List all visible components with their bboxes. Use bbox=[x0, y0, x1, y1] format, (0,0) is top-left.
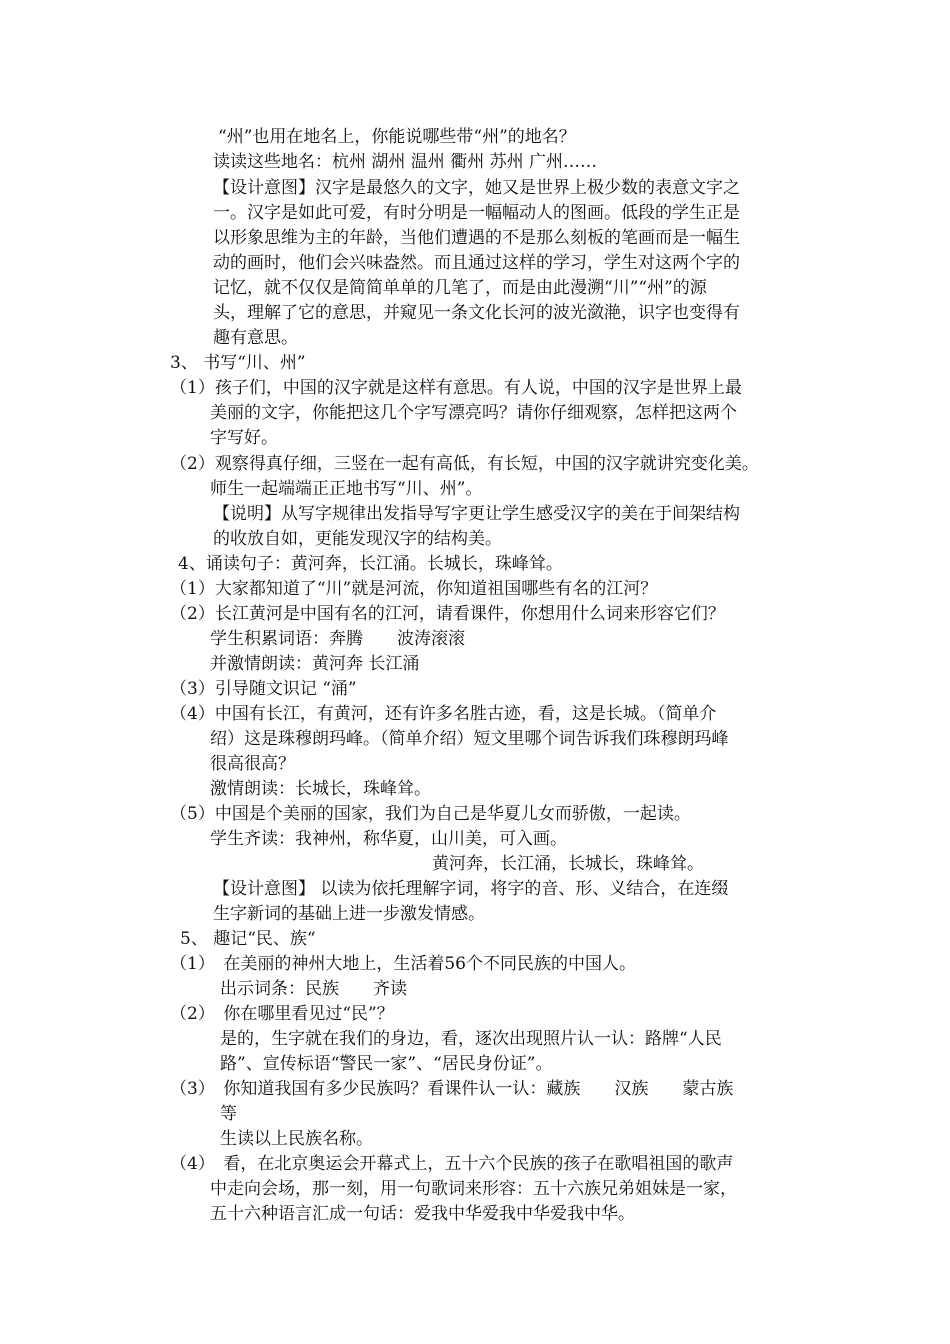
note-line-1: 【说明】从写字规律出发指导写字更让学生感受汉字的美在于间架结构 bbox=[213, 504, 740, 524]
text-line-2: 读读这些地名：杭州 湖州 温州 衢州 苏州 广州…… bbox=[213, 152, 598, 172]
text-line-item-5-2: （2） 你在哪里看见过“民”？ bbox=[170, 1004, 394, 1024]
design-intent-line-4: 动的画时，他们会兴味盎然。而且通过这样的学习，学生对这两个字的 bbox=[213, 253, 740, 273]
text-line-reading: 并激情朗读：黄河奔 长江涌 bbox=[210, 654, 420, 674]
text-line-item-5-3: （3） 你知道我国有多少民族吗？看课件认一认：藏族 汉族 蒙古族 bbox=[170, 1079, 734, 1099]
text-line-recite-1: 学生齐读：我神州，称华夏，山川美，可入画。 bbox=[210, 829, 567, 849]
text-line-item-5-4a: （4） 看，在北京奥运会开幕式上，五十六个民族的孩子在歌唱祖国的歌声 bbox=[170, 1154, 734, 1174]
design-intent-line-7: 趣有意思。 bbox=[213, 328, 298, 348]
design-intent-line-5: 记忆，就不仅仅是简简单单的几笔了，而是由此漫溯“川”“州”的源 bbox=[213, 278, 707, 298]
text-line-item-5-1: （1） 在美丽的神州大地上，生活着56个不同民族的中国人。 bbox=[170, 954, 636, 974]
text-line-vocab: 学生积累词语：奔腾 波涛滚滚 bbox=[210, 629, 465, 649]
text-line-word-card: 出示词条：民族 齐读 bbox=[220, 979, 407, 999]
design-intent-2-line-2: 生字新词的基础上进一步激发情感。 bbox=[213, 904, 485, 924]
text-line-recite-2: 黄河奔，长江涌，长城长，珠峰耸。 bbox=[432, 854, 704, 874]
text-line-item-5-2b: 是的，生字就在我们的身边，看，逐次出现照片认一认：路牌“人民 bbox=[220, 1029, 722, 1049]
text-line-item-5-4c: 五十六种语言汇成一句话：爱我中华爱我中华爱我中华。 bbox=[210, 1204, 635, 1224]
text-line-item-4-2: （2）长江黄河是中国有名的江河，请看课件，你想用什么词来形容它们？ bbox=[170, 604, 725, 624]
section-heading-5: 5、 趣记“民、族“ bbox=[180, 929, 316, 949]
text-line-item-3-1c: 字写好。 bbox=[210, 428, 278, 448]
text-line-item-3-1b: 美丽的文字，你能把这几个字写漂亮吗？请你仔细观察，怎样把这两个 bbox=[210, 403, 737, 423]
text-line-item-4-1: （1）大家都知道了“川”就是河流，你知道祖国哪些有名的江河？ bbox=[170, 579, 658, 599]
text-line-1: “州”也用在地名上，你能说哪些带“州”的地名？ bbox=[218, 127, 576, 147]
text-line-item-5-2c: 路”、宣传标语“警民一家”、“居民身份证”。 bbox=[220, 1054, 553, 1074]
section-heading-3: 3、 书写“川、州” bbox=[170, 353, 306, 373]
note-line-2: 的收放自如，更能发现汉字的结构美。 bbox=[213, 529, 502, 549]
text-line-item-4-3: （3）引导随文识记 “涌” bbox=[170, 679, 357, 699]
text-line-item-5-3c: 生读以上民族名称。 bbox=[220, 1129, 373, 1149]
text-line-item-5-4b: 中走向会场，那一刻，用一句歌词来形容：五十六族兄弟姐妹是一家， bbox=[210, 1179, 737, 1199]
text-line-item-4-5: （5）中国是个美丽的国家，我们为自己是华夏儿女而骄傲，一起读。 bbox=[170, 804, 691, 824]
design-intent-line-1: 【设计意图】汉字是最悠久的文字，她又是世界上极少数的表意文字之 bbox=[213, 178, 740, 198]
text-line-item-3-2a: （2）观察得真仔细，三竖在一起有高低，有长短，中国的汉字就讲究变化美。 bbox=[170, 454, 759, 474]
section-heading-4: 4、诵读句子：黄河奔，长江涌。长城长，珠峰耸。 bbox=[178, 554, 563, 574]
text-line-item-4-4a: （4）中国有长江，有黄河，还有许多名胜古迹，看，这是长城。（简单介 bbox=[170, 704, 717, 724]
text-line-item-3-1a: （1）孩子们，中国的汉字就是这样有意思。有人说，中国的汉字是世界上最 bbox=[170, 378, 742, 398]
design-intent-line-2: 一。汉字是如此可爱，有时分明是一幅幅动人的图画。低段的学生正是 bbox=[213, 203, 740, 223]
text-line-item-5-3b: 等 bbox=[220, 1104, 237, 1124]
text-line-item-4-4c: 很高很高？ bbox=[210, 754, 295, 774]
text-line-item-4-4b: 绍）这是珠穆朗玛峰。（简单介绍）短文里哪个词告诉我们珠穆朗玛峰 bbox=[210, 729, 729, 749]
design-intent-2-line-1: 【设计意图】 以读为依托理解字词，将字的音、形、义结合，在连缀 bbox=[213, 879, 729, 899]
design-intent-line-6: 头，理解了它的意思，并窥见一条文化长河的波光潋滟，识字也变得有 bbox=[213, 303, 740, 323]
text-line-item-4-4d: 激情朗读：长城长，珠峰耸。 bbox=[210, 779, 431, 799]
design-intent-line-3: 以形象思维为主的年龄，当他们遭遇的不是那么刻板的笔画而是一幅生 bbox=[213, 228, 740, 248]
text-line-item-3-2b: 师生一起端端正正地书写“川、州”。 bbox=[210, 479, 483, 499]
